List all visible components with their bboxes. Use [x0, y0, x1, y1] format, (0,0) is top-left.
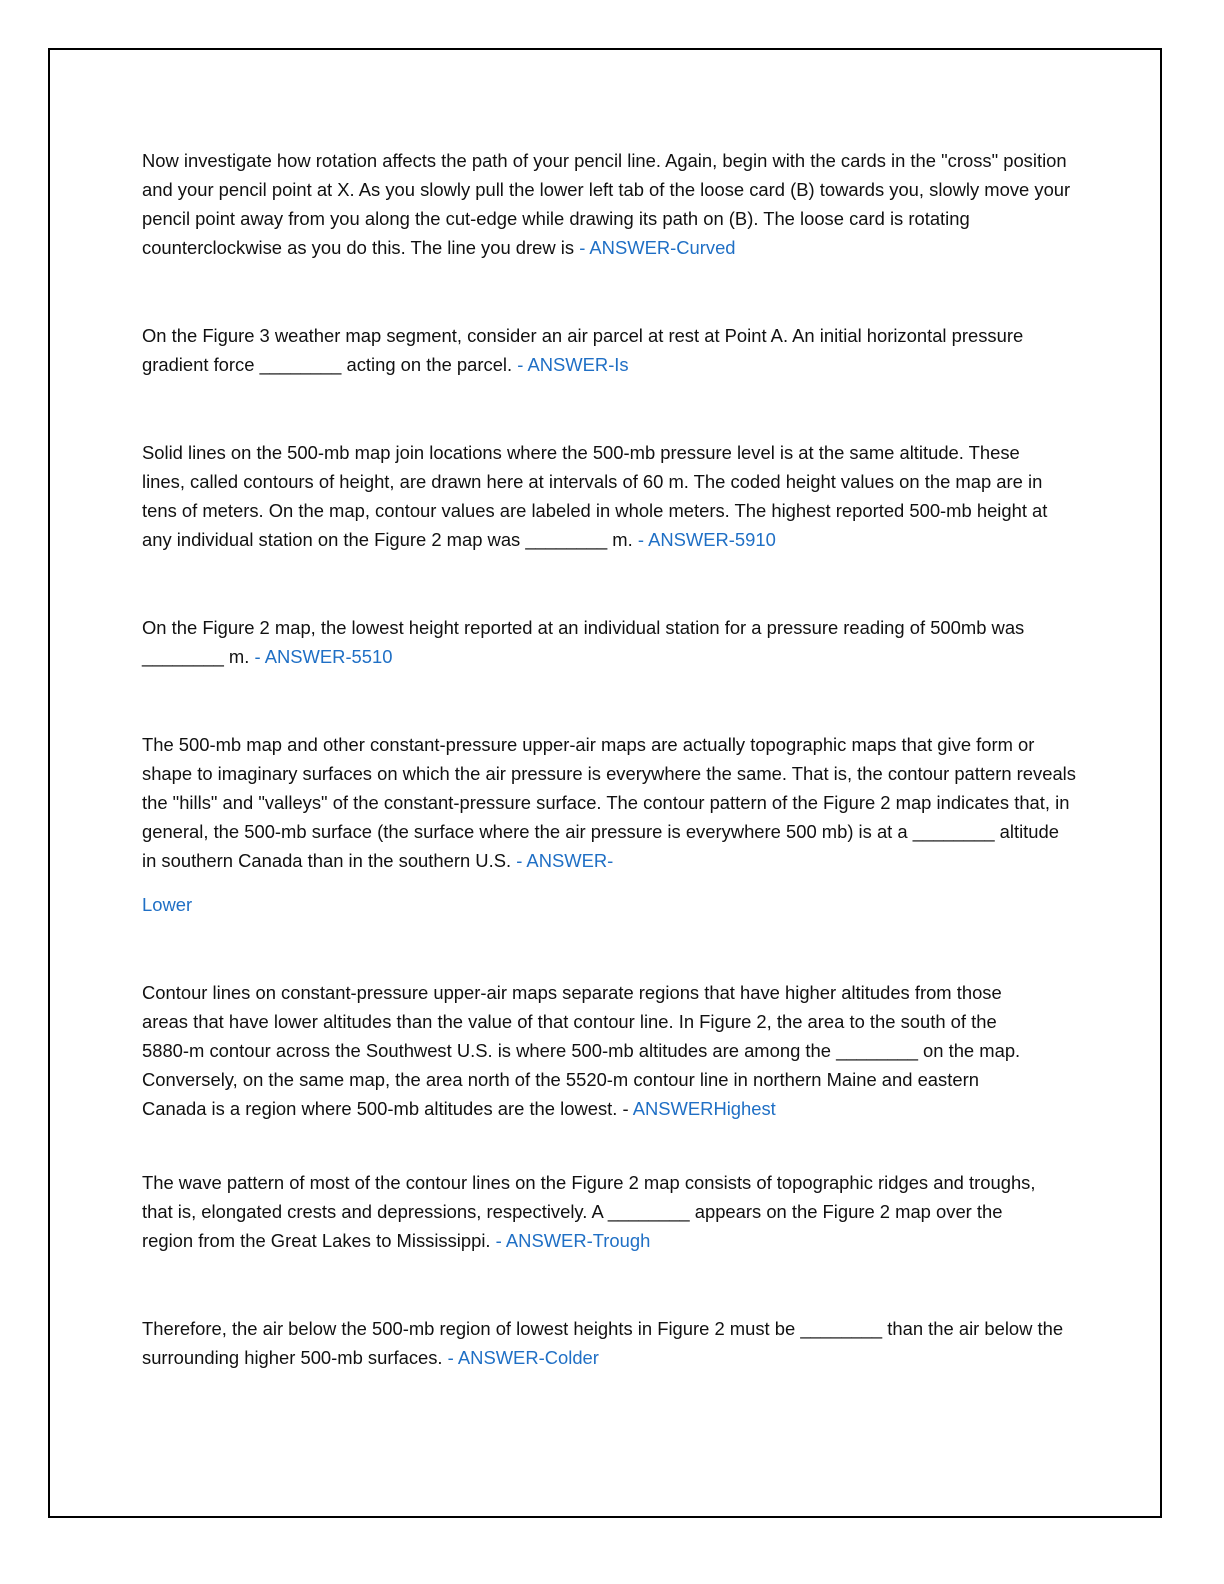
answer-text: - ANSWER-Is	[517, 354, 629, 375]
answer-text: - ANSWER-Colder	[447, 1347, 599, 1368]
question-text: On the Figure 3 weather map segment, consider an air parcel at rest at Point A. An initial horizontal pressure gradient force ________ acting on the parcel.	[142, 325, 1024, 375]
question-text: Therefore, the air below the 500-mb region of lowest heights in Figure 2 must be ________ than the air below the surrounding higher 500-mb surfaces.	[142, 1318, 1064, 1368]
question-text: Solid lines on the 500-mb map join locations where the 500-mb pressure level is at the same altitude. These lines, called contours of height, are drawn here at intervals of 60 m. The coded height values on the map are in tens of meters. On the map, contour values are labeled in whole meters. The highest reported 500-mb height at any individual station on the Figure 2 map was ________ m.	[142, 442, 1048, 550]
answer-text: - ANSWER-5910	[637, 529, 776, 550]
question-text: The wave pattern of most of the contour lines on the Figure 2 map consists of topographic ridges and troughs, that is, elongated crests and depressions, respectively. A ________ appears on the Figure 2 map over the region from the Great Lakes to Mississippi.	[142, 1172, 1036, 1251]
qa-item-7	[142, 1168, 1042, 1255]
qa-item-1	[142, 146, 1072, 262]
qa-item-2	[142, 321, 1032, 379]
answer-text: - ANSWER-Curved	[579, 237, 736, 258]
qa-item-6	[142, 978, 1042, 1123]
question-text: The 500-mb map and other constant-pressure upper-air maps are actually topographic maps that give form or shape to imaginary surfaces on which the air pressure is everywhere the same. That is, the contour pattern reveals the "hills" and "valleys" of the constant-pressure surface. The contour pattern of the Figure 2 map indicates that, in general, the 500-mb surface (the surface where the air pressure is everywhere 500 mb) is at a ________ altitude in southern Canada than in the southern U.S.	[142, 734, 1076, 871]
qa-item-8	[142, 1314, 1072, 1372]
qa-item-5	[142, 730, 1077, 919]
document-content	[142, 146, 1077, 1372]
answer-continued-text: Lower	[142, 894, 193, 915]
question-text: On the Figure 2 map, the lowest height reported at an individual station for a pressure reading of 500mb was ________ m.	[142, 617, 1025, 667]
answer-text: - ANSWER-Trough	[495, 1230, 651, 1251]
answer-text: - ANSWER-	[516, 850, 614, 871]
answer-text: - ANSWER-5510	[254, 646, 393, 667]
qa-item-3	[142, 438, 1062, 554]
question-text: Contour lines on constant-pressure upper-air maps separate regions that have higher altitudes from those areas that have lower altitudes than the value of that contour line. In Figure 2, the area to the south of the 5880-m contour across the Southwest U.S. is where 500-mb altitudes are among the ________ on the map. Conversely, on the same map, the area north of the 5520-m contour line in northern Maine and eastern Canada is a region where 500-mb altitudes are the lowest. -	[142, 982, 1021, 1119]
question-text: Now investigate how rotation affects the path of your pencil line. Again, begin with the cards in the "cross" position and your pencil point at X. As you slowly pull the lower left tab of the loose card (B) towards you, slowly move your pencil point away from you along the cut-edge while drawing its path on (B). The loose card is rotating counterclockwise as you do this. The line you drew is	[142, 150, 1071, 258]
answer-text: ANSWERHighest	[632, 1098, 776, 1119]
qa-item-4	[142, 613, 1077, 671]
